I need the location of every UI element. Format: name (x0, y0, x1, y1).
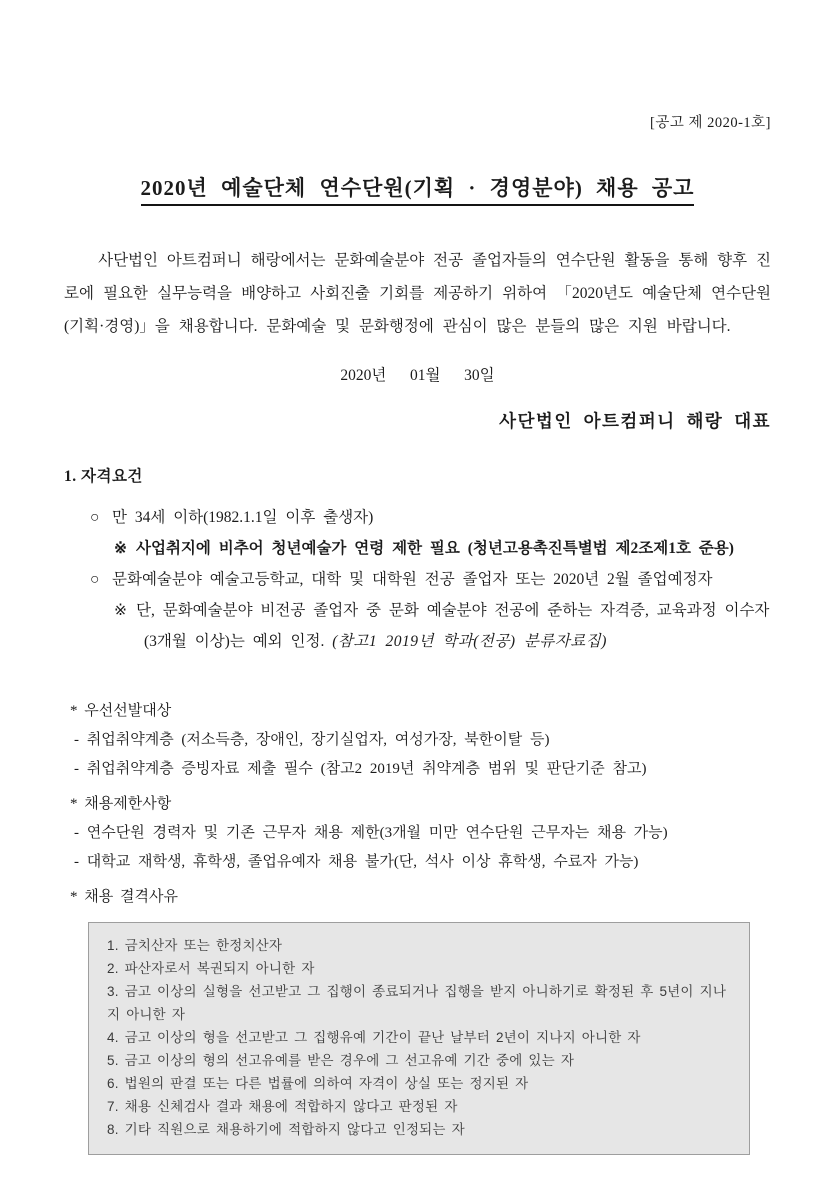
qualification-text: (3개월 이상)는 예외 인정. (144, 632, 333, 650)
qualification-row-education (64, 564, 771, 595)
note-heading-disqualification: * 채용 결격사유 (70, 888, 178, 905)
intro-paragraph: 사단법인 아트컴퍼니 해랑에서는 문화예술분야 전공 졸업자들의 연수단원 활동을 통해 향후 진로에 필요한 실무능력을 배양하고 사회진출 기회를 제공하기 위하여 「2020년도 예술단체 연수단원(기획·경영)」을 채용합니다. 문화예술 및 문화행정에 관심이 많은 분들의 많은 지원 바랍니다. (64, 252, 771, 335)
qualification-row-age (64, 502, 771, 533)
disqualification-item-2: 2. 파산자로서 복권되지 아니한 자 (107, 960, 315, 976)
qualifications-list (64, 502, 771, 657)
qualification-row-education-continuation (64, 626, 771, 657)
disqualification-item-8: 8. 기타 직원으로 채용하기에 적합하지 않다고 인정되는 자 (107, 1121, 465, 1137)
disqualification-item-5: 5. 금고 이상의 형의 선고유예를 받은 경우에 그 선고유예 기간 중에 있는 자 (107, 1052, 575, 1068)
disqualification-item-4: 4. 금고 이상의 형을 선고받고 그 집행유예 기간이 끝난 날부터 2년이 지나지 아니한 자 (107, 1029, 641, 1045)
title-row (64, 175, 771, 206)
disqualification-box (88, 922, 750, 1155)
qualification-row-education-note (64, 595, 771, 626)
reference-mark-icon: ※ (114, 601, 127, 619)
section-heading-qualifications: 1. 자격요건 (64, 467, 143, 485)
circle-bullet-marker: ○ (90, 508, 100, 526)
note-heading-restriction: * 채용제한사항 (70, 795, 172, 812)
disqualification-item-7: 7. 채용 신체검사 결과 채용에 적합하지 않다고 판정된 자 (107, 1098, 458, 1114)
notice-number: [공고 제 2020-1호] (649, 115, 771, 131)
note-item-priority-2: - 취업취약계층 증빙자료 제출 필수 (참고2 2019년 취약계층 범위 및 판단기준 참고) (74, 760, 647, 777)
disqualification-item-3: 3. 금고 이상의 실형을 선고받고 그 집행이 종료되거나 집행을 받지 아니하기로 확정된 후 5년이 지나지 아니한 자 (107, 983, 727, 1022)
notes-section (64, 697, 771, 912)
qualification-text: 사업취지에 비추어 청년예술가 연령 제한 필요 (청년고용촉진특별법 제2조제1호 준용) (136, 539, 734, 557)
page-title: 2020년 예술단체 연수단원(기획 · 경영분야) 채용 공고 (141, 175, 695, 206)
note-item-priority-1: - 취업취약계층 (저소득층, 장애인, 장기실업자, 여성가장, 북한이탈 등) (74, 731, 550, 748)
date-line: 2020년 01월 30일 (340, 366, 495, 384)
note-item-restriction-1: - 연수단원 경력자 및 기존 근무자 채용 제한(3개월 미만 연수단원 근무자는 채용 가능) (74, 824, 668, 841)
reference-mark-icon: ※ (114, 539, 127, 557)
disqualification-item-6: 6. 법원의 판결 또는 다른 법률에 의하여 자격이 상실 또는 정지된 자 (107, 1075, 529, 1091)
qualification-text: 단, 문화예술분야 비전공 졸업자 중 문화 예술분야 전공에 준하는 자격증, 교육과정 이수자 (136, 601, 770, 619)
reference-italic-note: (참고1 2019년 학과(전공) 분류자료집) (332, 632, 607, 650)
signature-line: 사단법인 아트컴퍼니 해랑 대표 (499, 410, 771, 431)
qualification-text: 문화예술분야 예술고등학교, 대학 및 대학원 전공 졸업자 또는 2020년 2월 졸업예정자 (112, 570, 713, 588)
circle-bullet-marker: ○ (90, 570, 100, 588)
note-heading-priority: * 우선선발대상 (70, 702, 172, 719)
qualification-row-age-note (64, 533, 771, 564)
disqualification-item-1: 1. 금치산자 또는 한정치산자 (107, 937, 283, 953)
qualification-text: 만 34세 이하(1982.1.1일 이후 출생자) (112, 508, 374, 526)
note-item-restriction-2: - 대학교 재학생, 휴학생, 졸업유예자 채용 불가(단, 석사 이상 휴학생, 수료자 가능) (74, 853, 639, 870)
